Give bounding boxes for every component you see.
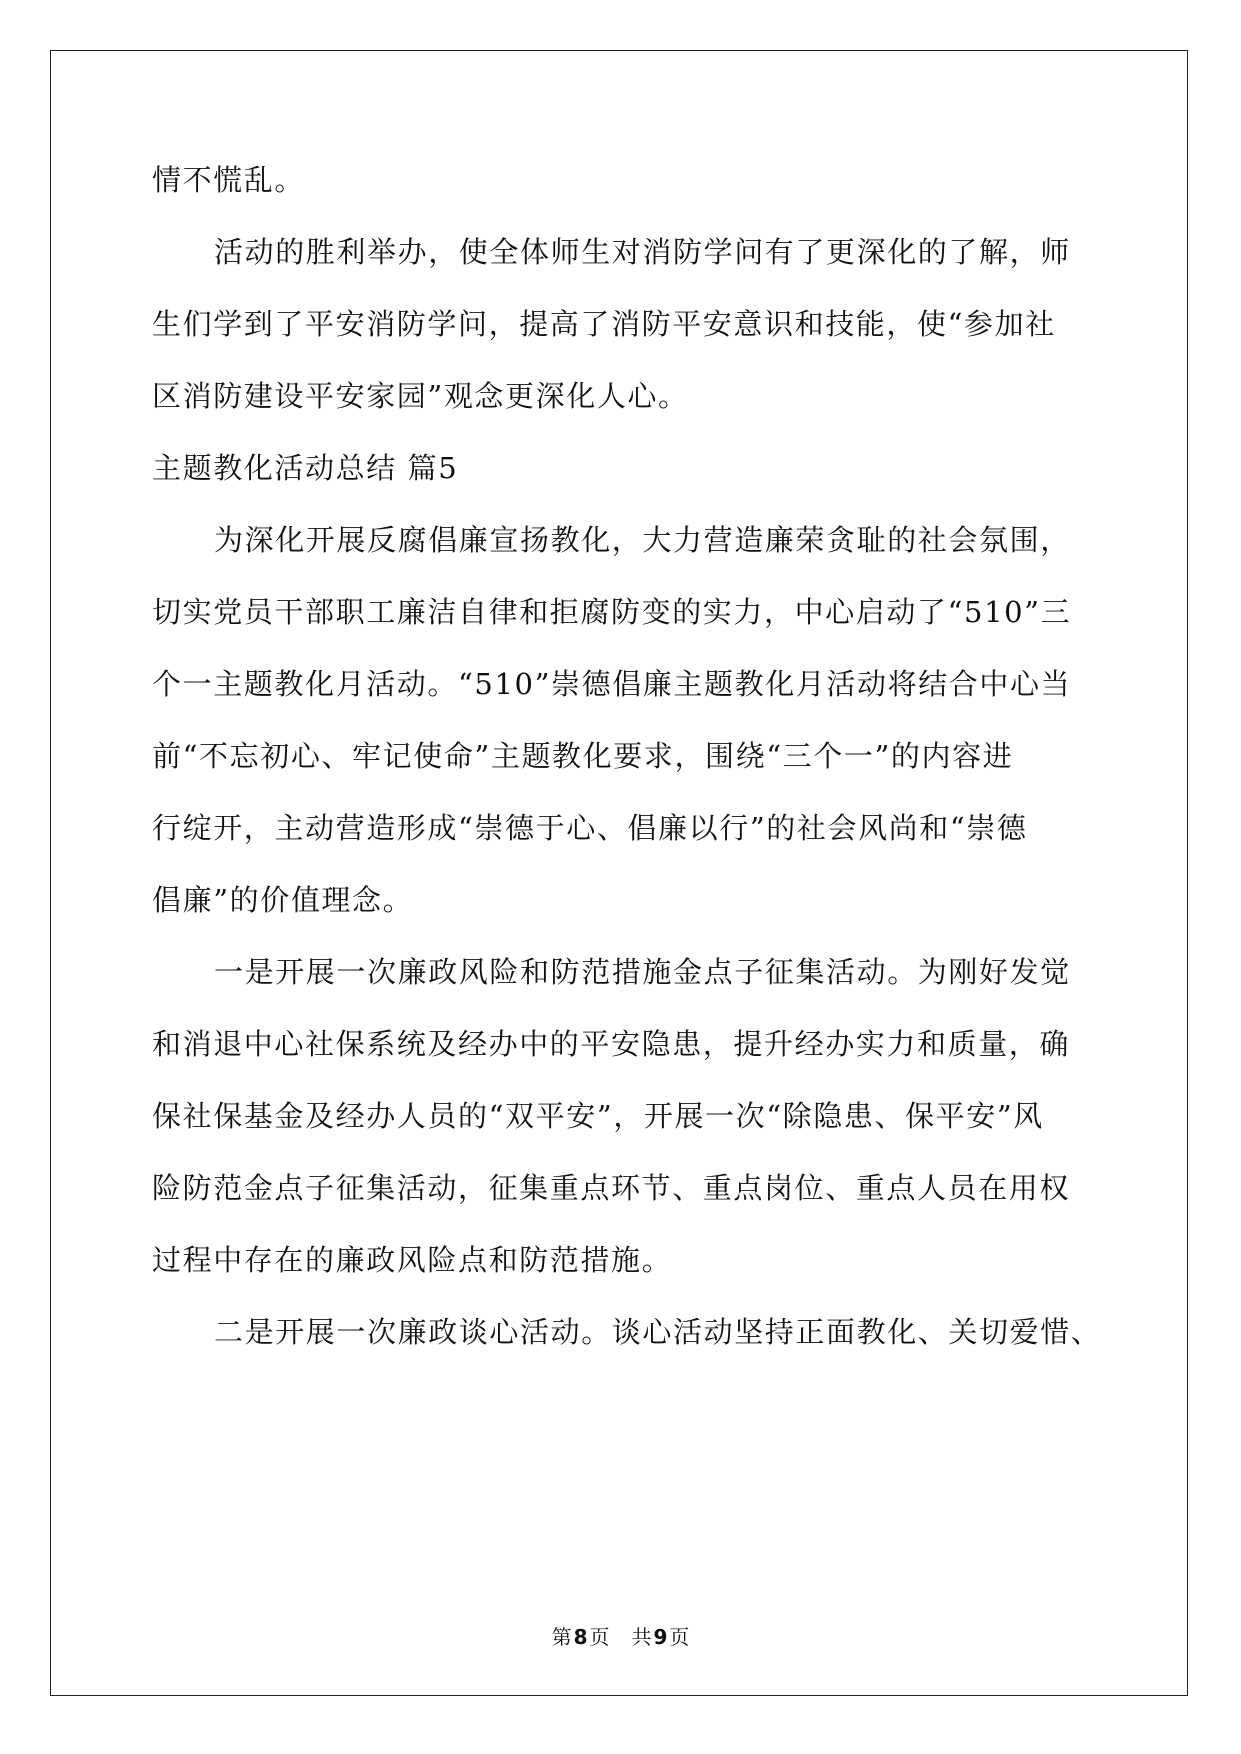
text-line: 切实党员干部职工廉洁自律和拒腐防变的实力，中心启动了“510”三 <box>152 595 1072 629</box>
paragraph-line: 二是开展一次廉政谈心活动。谈心活动坚持正面教化、关切爱惜、 <box>214 1315 1102 1349</box>
total-page-number: 9 <box>653 1625 668 1649</box>
text-line: 个一主题教化月活动。“510”崇德倡廉主题教化月活动将结合中心当 <box>152 667 1072 701</box>
text-line: 保社保基金及经办人员的“双平安”，开展一次“除隐患、保平安”风 <box>152 1099 1044 1133</box>
text-line: 行绽开，主动营造形成“崇德于心、倡廉以行”的社会风尚和“崇德 <box>152 811 1028 845</box>
page-suffix: 页 <box>589 1625 610 1649</box>
total-prefix: 共 <box>631 1625 652 1649</box>
current-page-number: 8 <box>573 1625 588 1649</box>
text-line: 生们学到了平安消防学问，提高了消防平安意识和技能，使“参加社 <box>152 307 1056 341</box>
text-line: 和消退中心社保系统及经办中的平安隐患，提升经办实力和质量，确 <box>152 1027 1071 1061</box>
page-prefix: 第 <box>551 1625 572 1649</box>
text-line: 区消防建设平安家园”观念更深化人心。 <box>152 379 689 413</box>
paragraph-line: 活动的胜利举办，使全体师生对消防学问有了更深化的了解，师 <box>214 235 1071 269</box>
text-line: 前“不忘初心、牢记使命”主题教化要求，围绕“三个一”的内容进 <box>152 739 1014 773</box>
text-line: 情不慌乱。 <box>152 163 306 197</box>
paragraph-line: 为深化开展反腐倡廉宣扬教化，大力营造廉荣贪耻的社会氛围， <box>214 523 1071 557</box>
text-line: 险防范金点子征集活动，征集重点环节、重点岗位、重点人员在用权 <box>152 1171 1071 1205</box>
paragraph-line: 一是开展一次廉政风险和防范措施金点子征集活动。为刚好发觉 <box>214 955 1071 989</box>
text-line: 倡廉”的价值理念。 <box>152 883 414 917</box>
total-suffix: 页 <box>669 1625 690 1649</box>
section-heading: 主题教化活动总结 篇5 <box>152 451 459 485</box>
text-line: 过程中存在的廉政风险点和防范措施。 <box>152 1243 673 1277</box>
page-footer <box>0 1624 1241 1650</box>
page-border <box>50 50 1188 1696</box>
